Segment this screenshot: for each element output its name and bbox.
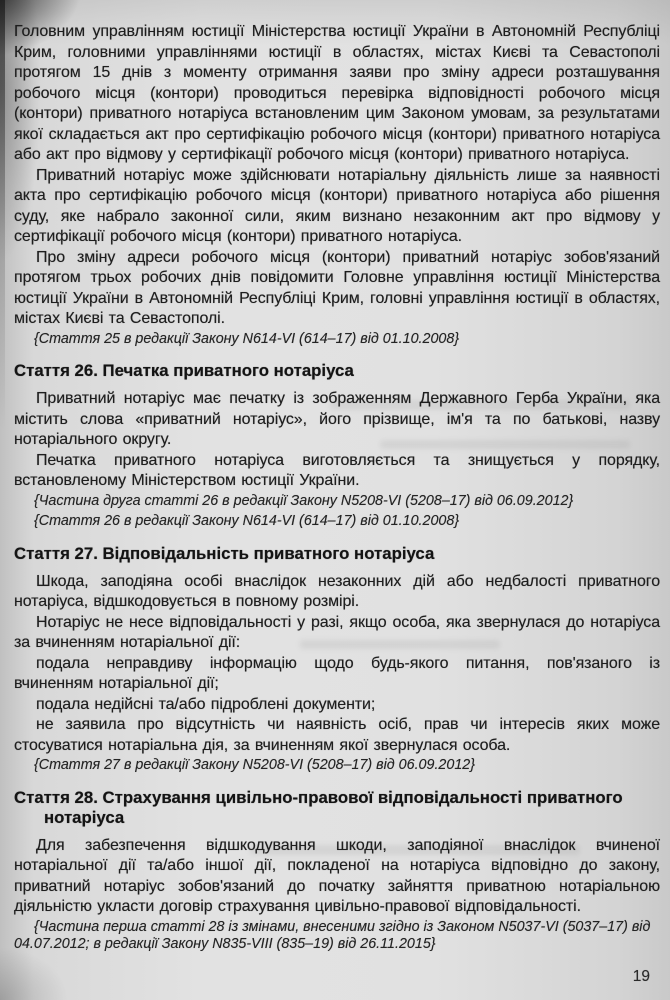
document-text bbox=[14, 22, 660, 954]
paragraph: Приватний нотаріус має печатку із зображенням Державного Герба України, яка містить слова «приватний нотаріус», його прізвище, ім'я та по батькові, назву нотаріального округу. bbox=[14, 390, 660, 448]
amendment-note: {Частина перша статті 28 із змінами, внесеними згідно із Законом N5037-VI (5037–17) від 04.07.2012; в редакції Закону N835-VIII (835–19) від 26.11.2015} bbox=[14, 918, 651, 952]
paragraph: Печатка приватного нотаріуса виготовляється та знищується у порядку, встановленому Міністерством юстиції України. bbox=[14, 451, 660, 489]
page-number: 19 bbox=[632, 968, 650, 985]
amendment-note: {Стаття 25 в редакції Закону N614-VI (614–17) від 01.10.2008} bbox=[34, 330, 460, 347]
paragraph: Головним управлінням юстиції Міністерства юстиції України в Автономній Республіці Крим, головними управліннями юстиції в областях, містах Києві та Севастополі протягом 15 днів з моменту отримання заяви про зміну адреси розташування робочого місця (контори) проводиться перевірка відповідності робочого місця (контори) приватного нотаріуса встановленим цим Законом умовам, за результатами якої складається акт про сертифікацію робочого місця (контори) приватного нотаріуса або акт про відмову у сертифікації робочого місця (контори) приватного нотаріуса. bbox=[14, 23, 660, 163]
article-28-heading: Стаття 28. Страхування цивільно-правової відповідальності приватного нотаріуса bbox=[14, 787, 623, 827]
paragraph: Шкода, заподіяна особі внаслідок незаконних дій або недбалості приватного нотаріуса, відшкодовується в повному розмірі. bbox=[14, 572, 660, 610]
article-27-heading: Стаття 27. Відповідальність приватного нотаріуса bbox=[14, 543, 435, 563]
amendment-note: {Стаття 26 в редакції Закону N614-VI (614–17) від 01.10.2008} bbox=[34, 513, 460, 529]
list-item-paragraph: подала неправдиву інформацію щодо будь-якого питання, пов'язаного із вчиненням нотаріальної дії; bbox=[14, 654, 660, 692]
article-26-heading: Стаття 26. Печатка приватного нотаріуса bbox=[14, 361, 354, 380]
paragraph: Для забезпечення відшкодування шкоди, заподіяної внаслідок вчиненої нотаріальної дії та/або іншої дії, покладеної на нотаріуса відповідно до закону, приватний нотаріус зобов'язаний до початку зайняття приватною нотаріальною діяльністю укласти договір страхування цивільно-правової відповідальності. bbox=[14, 836, 660, 915]
scan-edge-shadow bbox=[0, 0, 5, 430]
paragraph: Приватний нотаріус може здійснювати нотаріальну діяльність лише за наявності акта про сертифікацію робочого місця (контори) приватного нотаріуса або рішення суду, яке набрало законної сили, яким визнано незаконним акт про відмову у сертифікації робочого місця (контори) приватного нотаріуса. bbox=[14, 166, 660, 245]
paragraph: Нотаріус не несе відповідальності у разі, якщо особа, яка звернулася до нотаріуса за вчиненням нотаріальної дії: bbox=[14, 613, 660, 651]
paragraph: Про зміну адреси робочого місця (контори) приватний нотаріус зобов'язаний протягом трьох робочих днів повідомити Головне управління юстиції Міністерства юстиції України в Автономній Республіці Крим, головні управління юстиції в областях, містах Києві та Севастополі. bbox=[14, 248, 660, 327]
amendment-note: {Частина друга статті 26 в редакції Закону N5208-VI (5208–17) від 06.09.2012} bbox=[34, 492, 574, 509]
list-item-paragraph: подала недійсні та/або підроблені документи; bbox=[36, 695, 376, 713]
amendment-note: {Стаття 27 в редакції Закону N5208-VI (5208–17) від 06.09.2012} bbox=[34, 757, 476, 773]
list-item-paragraph: не заявила про відсутність чи наявність осіб, прав чи інтересів яких може стосуватися нотаріальна дія, за вчиненням якої звернулася особа. bbox=[14, 716, 660, 754]
